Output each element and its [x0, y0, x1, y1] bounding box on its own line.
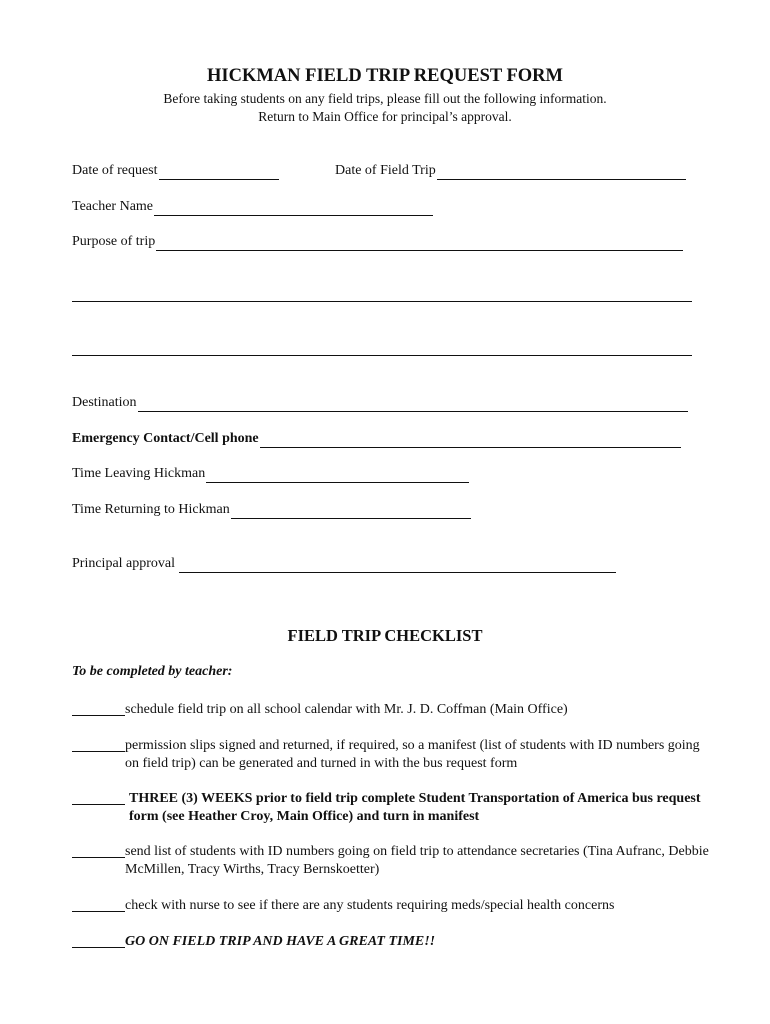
checklist-item-text: permission slips signed and returned, if required, so a manifest (list of students with ID numbers going on field trip) can be generated and turned in with the bus request form	[125, 738, 700, 771]
checklist-blank[interactable]	[72, 933, 125, 948]
checklist-blank[interactable]	[72, 897, 125, 912]
emergency-contact-label: Emergency Contact/Cell phone	[72, 431, 259, 446]
checklist-heading: FIELD TRIP CHECKLIST	[287, 626, 483, 645]
purpose-of-trip-line[interactable]	[156, 236, 683, 251]
checklist-item[interactable]	[72, 737, 712, 773]
date-of-field-trip-line[interactable]	[437, 165, 686, 180]
checklist-blank[interactable]	[72, 701, 125, 716]
checklist-item-text: schedule field trip on all school calendar with Mr. J. D. Coffman (Main Office)	[125, 702, 568, 717]
checklist-blank[interactable]	[72, 737, 125, 752]
emergency-contact-line[interactable]	[260, 433, 681, 448]
checklist-item-text: check with nurse to see if there are any students requiring meds/special health concerns	[125, 898, 615, 913]
time-leaving-line[interactable]	[206, 468, 469, 483]
checklist-item-text: send list of students with ID numbers going on field trip to attendance secretaries (Tina Aufranc, Debbie McMillen, Tracy Wirths, Tracy Bernskoetter)	[125, 844, 709, 877]
checklist-item[interactable]	[72, 701, 712, 719]
principal-approval-field[interactable]	[72, 555, 616, 573]
date-of-request-line[interactable]	[159, 165, 279, 180]
checklist-item-text: GO ON FIELD TRIP AND HAVE A GREAT TIME!!	[125, 934, 436, 949]
purpose-line-2[interactable]	[72, 301, 692, 302]
time-leaving-field[interactable]	[72, 465, 469, 483]
date-of-request-field[interactable]	[72, 162, 279, 180]
instructions-line-2: Return to Main Office for principal’s approval.	[258, 109, 512, 124]
time-returning-field[interactable]	[72, 501, 471, 519]
principal-approval-label: Principal approval	[72, 556, 176, 571]
date-of-request-label: Date of request	[72, 163, 158, 178]
date-of-field-trip-field[interactable]	[335, 162, 686, 180]
destination-field[interactable]	[72, 394, 688, 412]
checklist-item-text: THREE (3) WEEKS prior to field trip complete Student Transportation of America bus request form (see Heather Croy, Main Office) and turn in manifest	[129, 791, 701, 824]
purpose-of-trip-label: Purpose of trip	[72, 234, 156, 249]
teacher-name-line[interactable]	[154, 201, 433, 216]
checklist-blank[interactable]	[72, 790, 125, 805]
time-returning-label: Time Returning to Hickman	[72, 502, 230, 517]
time-returning-line[interactable]	[231, 504, 471, 519]
principal-approval-line[interactable]	[179, 558, 616, 573]
instructions-line-1: Before taking students on any field trips, please fill out the following information.	[163, 91, 607, 106]
destination-label: Destination	[72, 395, 137, 410]
time-leaving-label: Time Leaving Hickman	[72, 466, 206, 481]
emergency-contact-field[interactable]	[72, 430, 681, 448]
teacher-name-field[interactable]	[72, 198, 433, 216]
checklist-item[interactable]	[72, 790, 712, 826]
purpose-line-3[interactable]	[72, 355, 692, 356]
checklist-note: To be completed by teacher:	[72, 664, 233, 679]
teacher-name-label: Teacher Name	[72, 199, 154, 214]
checklist-item[interactable]	[72, 897, 712, 915]
checklist-item[interactable]	[72, 843, 712, 879]
form-title: HICKMAN FIELD TRIP REQUEST FORM	[207, 66, 563, 86]
destination-line[interactable]	[138, 397, 688, 412]
date-of-field-trip-label: Date of Field Trip	[335, 163, 436, 178]
checklist-item[interactable]	[72, 933, 712, 951]
checklist-blank[interactable]	[72, 843, 125, 858]
purpose-of-trip-field[interactable]	[72, 233, 683, 251]
